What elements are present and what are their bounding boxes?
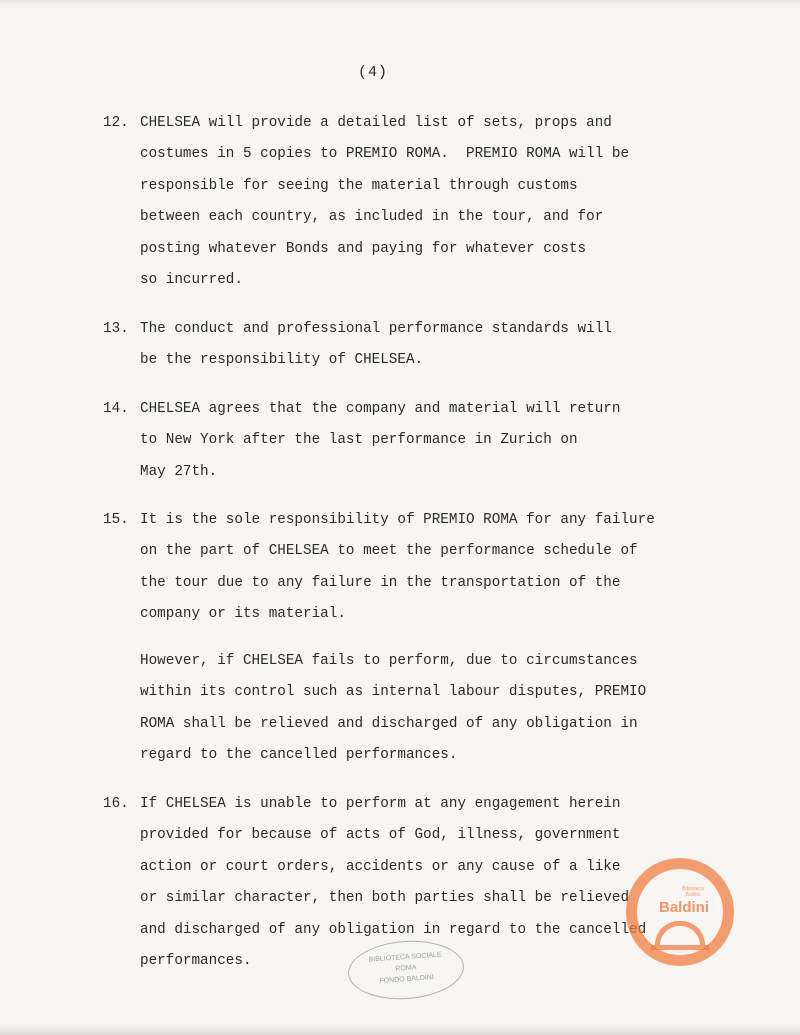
paragraph-line — [103, 599, 703, 630]
paragraph-line — [103, 505, 703, 536]
paragraph — [103, 314, 703, 377]
paragraph-number: 12. — [103, 115, 129, 131]
line-text: ROMA shall be relieved and discharged of any obligation in — [140, 715, 638, 732]
page-number: (4) — [358, 64, 389, 81]
line-text: The conduct and professional performance standards will — [140, 321, 612, 337]
paragraph — [103, 646, 703, 772]
baldini-watermark-logo — [626, 858, 734, 966]
line-text: It is the sole responsibility of PREMIO ROMA for any failure — [140, 512, 655, 528]
line-text: on the part of CHELSEA to meet the performance schedule of — [140, 543, 638, 560]
paragraph — [103, 505, 703, 631]
line-text: costumes in 5 copies to PREMIO ROMA. PREMIO ROMA will be — [140, 146, 630, 163]
paragraph-line — [103, 139, 703, 170]
paragraph-line — [103, 677, 703, 708]
line-text: responsible for seeing the material through customs — [140, 177, 578, 194]
paragraph-line — [103, 646, 703, 677]
paragraph-number: 13. — [103, 321, 129, 337]
line-text: regard to the cancelled performances. — [140, 747, 458, 764]
paragraph-line — [103, 852, 703, 883]
paragraph — [103, 394, 703, 488]
page-edge-bottom — [0, 1025, 800, 1035]
line-text: CHELSEA will provide a detailed list of sets, props and — [140, 115, 612, 131]
watermark-name: Baldini — [659, 899, 710, 916]
paragraph-line — [103, 394, 703, 425]
paragraph-line — [103, 234, 703, 265]
line-text: within its control such as internal labour disputes, PREMIO — [140, 684, 647, 701]
line-text: provided for because of acts of God, illness, government — [140, 827, 621, 844]
line-text: between each country, as included in the tour, and for — [140, 209, 604, 226]
paragraph-line — [103, 202, 703, 233]
line-text: CHELSEA agrees that the company and material will return — [140, 401, 621, 417]
paragraph-line — [103, 740, 703, 771]
page-edge-top — [0, 0, 800, 6]
stamp-line: ROMA — [395, 964, 417, 973]
paragraph-line — [103, 457, 703, 488]
line-text: so incurred. — [140, 272, 243, 289]
line-text: be the responsibility of CHELSEA. — [140, 352, 424, 369]
paragraph — [103, 108, 703, 296]
paragraph-number: 14. — [103, 401, 129, 417]
paragraph-line — [103, 568, 703, 599]
line-text: performances. — [140, 953, 252, 970]
line-text: May 27th. — [140, 463, 218, 480]
line-text: If CHELSEA is unable to perform at any engagement herein — [140, 796, 621, 812]
line-text: action or court orders, accidents or any cause of a like — [140, 858, 621, 875]
paragraph-line — [103, 536, 703, 567]
paragraph-line — [103, 709, 703, 740]
paragraph-line — [103, 171, 703, 202]
paragraph-number: 16. — [103, 796, 129, 812]
paragraph-line — [103, 345, 703, 376]
watermark-dome-icon — [655, 921, 705, 945]
paragraph-line — [103, 265, 703, 296]
line-text: and discharged of any obligation in regard to the cancelled — [140, 921, 647, 938]
line-text: posting whatever Bonds and paying for whatever costs — [140, 240, 587, 257]
paragraph-line — [103, 314, 703, 345]
paragraph-line — [103, 425, 703, 456]
paragraph-number: 15. — [103, 512, 129, 528]
paragraph-line — [103, 820, 703, 851]
stamp-line: BIBLIOTECA SOCIALE — [368, 951, 442, 964]
line-text: to New York after the last performance in Zurich on — [140, 432, 578, 449]
line-text: company or its material. — [140, 606, 346, 623]
stamp-line: FONDO BALDINI — [379, 974, 435, 985]
line-text: the tour due to any failure in the transportation of the — [140, 574, 621, 591]
paragraph-line — [103, 883, 703, 914]
line-text: However, if CHELSEA fails to perform, due to circumstances — [140, 653, 638, 669]
paragraph-line — [103, 108, 703, 139]
watermark-small-text: Biblioteca Baldini — [682, 886, 704, 898]
paragraph-line — [103, 789, 703, 820]
line-text: or similar character, then both parties shall be relieved — [140, 890, 630, 907]
watermark-base-icon — [651, 945, 709, 950]
